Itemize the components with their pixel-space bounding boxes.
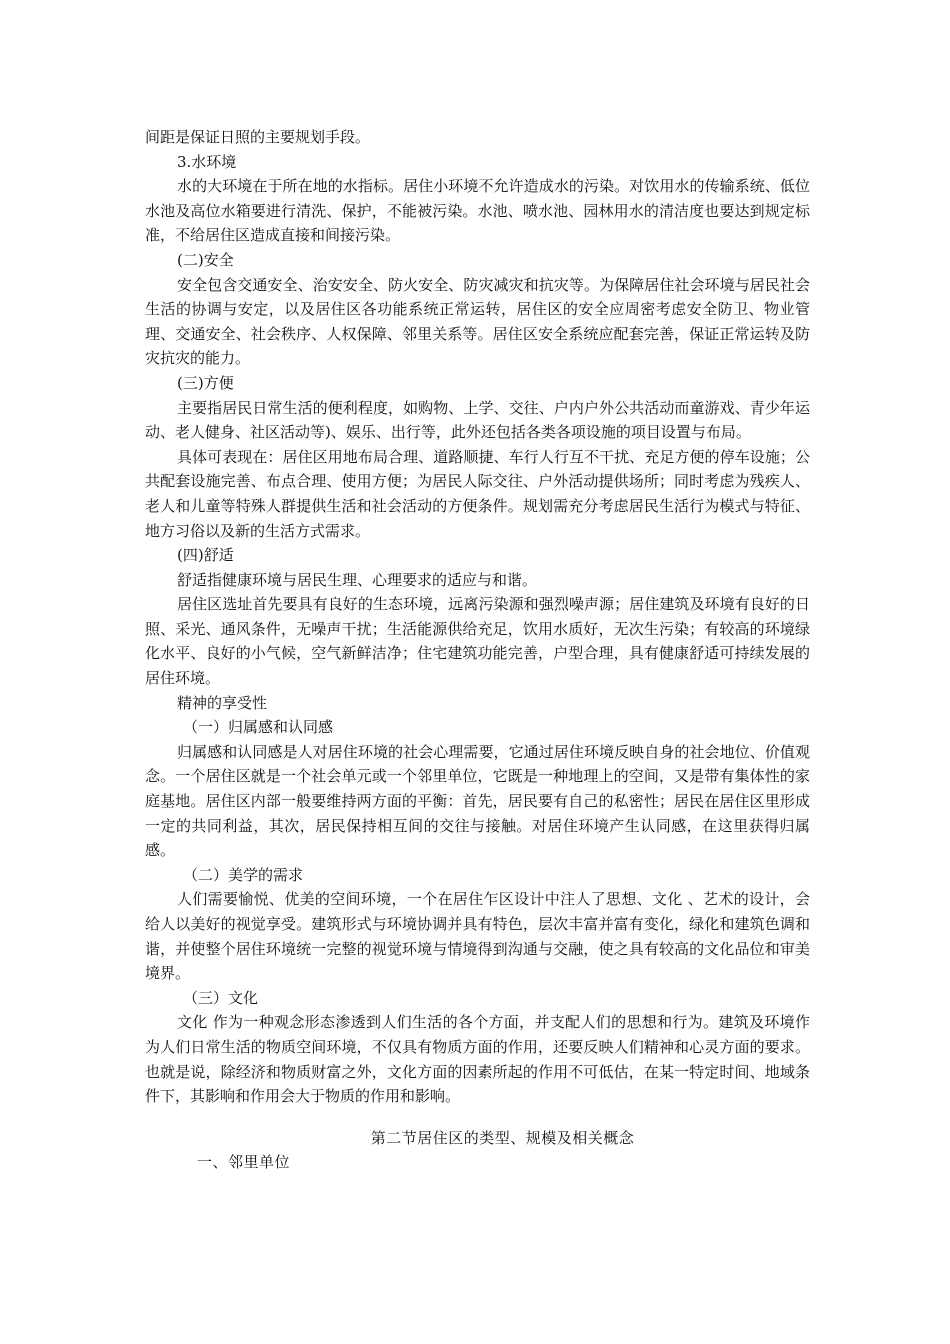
paragraph: 文化 作为一种观念形态渗透到人们生活的各个方面，并支配人们的思想和行为。建筑及环境作为人们日常生活的物质空间环境，不仅具有物质方面的作用，还要反映人们精神和心灵方面的要求。也就是说，除经济和物质财富之外，文化方面的因素所起的作用不可低估，在某一特定时间、地域条件下，其影响和作用会大于物质的作用和影响。	[145, 1013, 810, 1106]
paragraph: 水的大环境在于所在地的水指标。居住小环境不允许造成水的污染。对饮用水的传输系统、低位水池及高位水箱要进行清洗、保护，不能被污染。水池、喷水池、园林用水的清洁度也要达到规定标准，不给居住区造成直接和间接污染。	[145, 177, 810, 245]
heading-belonging: （一）归属感和认同感	[183, 718, 334, 737]
paragraph: 具体可表现在：居住区用地布局合理、道路顺捷、车行人行互不干扰、充足方便的停车设施；公共配套设施完善、布点合理、使用方便；为居民人际交往、户外活动提供场所；同时考虑为残疾人、老人和儿童等特殊人群提供生活和社会活动的方便条件。规划需充分考虑居民生活行为模式与特征、地方习俗以及新的生活方式需求。	[145, 447, 810, 540]
heading-culture: （三）文化	[183, 988, 259, 1007]
heading-convenience: (三)方便	[177, 373, 234, 392]
heading-comfort: (四)舒适	[177, 546, 234, 565]
document-page	[145, 125, 810, 1175]
heading-spiritual-enjoyment: 精神的享受性	[177, 693, 268, 712]
paragraph: 人们需要愉悦、优美的空间环境，一个在居住乍区设计中注人了思想、文化 、艺术的设计，会给人以美好的视觉享受。建筑形式与环境协调并具有特色，层次丰富并富有变化，绿化和建筑色调和谐，并使整个居住环境统一完整的视觉环境与情境得到沟通与交融，使之具有较高的文化品位和审美境界。	[145, 890, 810, 983]
paragraph: 舒适指健康环境与居民生理、心理要求的适应与和谐。	[177, 570, 538, 589]
heading-safety: (二)安全	[177, 250, 234, 269]
heading-water-environment: 3.水环境	[177, 152, 237, 171]
paragraph: 归属感和认同感是人对居住环境的社会心理需要，它通过居住环境反映自身的社会地位、价值观念。一个居住区就是一个社会单元或一个邻里单位，它既是一种地理上的空间，又是带有集体性的家庭基地。居住区内部一般要维持两方面的平衡：首先，居民要有自己的私密性；居民在居住区里形成一定的共同利益，其次，居民保持相互间的交往与接触。对居住环境产生认同感，在这里获得归属感。	[145, 742, 810, 860]
paragraph: 居住区选址首先要具有良好的生态环境，远离污染源和强烈噪声源；居住建筑及环境有良好的日照、采光、通风条件，无噪声干扰；生活能源供给充足，饮用水质好，无次生污染；有较高的环境绿化水平、良好的小气候，空气新鲜洁净；住宅建筑功能完善，户型合理，具有健康舒适可持续发展的居住环境。	[145, 595, 810, 688]
paragraph: 间距是保证日照的主要规划手段。	[145, 128, 371, 146]
paragraph: 安全包含交通安全、治安安全、防火安全、防灾减灾和抗灾等。为保障居住社会环境与居民社会生活的协调与安定，以及居住区各功能系统正常运转，居住区的安全应周密考虑安全防卫、物业管理、交通安全、社会秩序、人权保障、邻里关系等。居住区安全系统应配套完善，保证正常运转及防灾抗灾的能力。	[145, 275, 810, 368]
paragraph: 主要指居民日常生活的便利程度，如购物、上学、交往、户内户外公共活动而童游戏、青少年运动、老人健身、社区活动等)、娱乐、出行等，此外还包括各类各项设施的项目设置与布局。	[145, 398, 810, 442]
section-title: 第二节居住区的类型、规模及相关概念	[370, 1128, 635, 1147]
heading-aesthetics: （二）美学的需求	[183, 865, 304, 884]
subsection-title: 一、邻里单位	[197, 1153, 291, 1172]
